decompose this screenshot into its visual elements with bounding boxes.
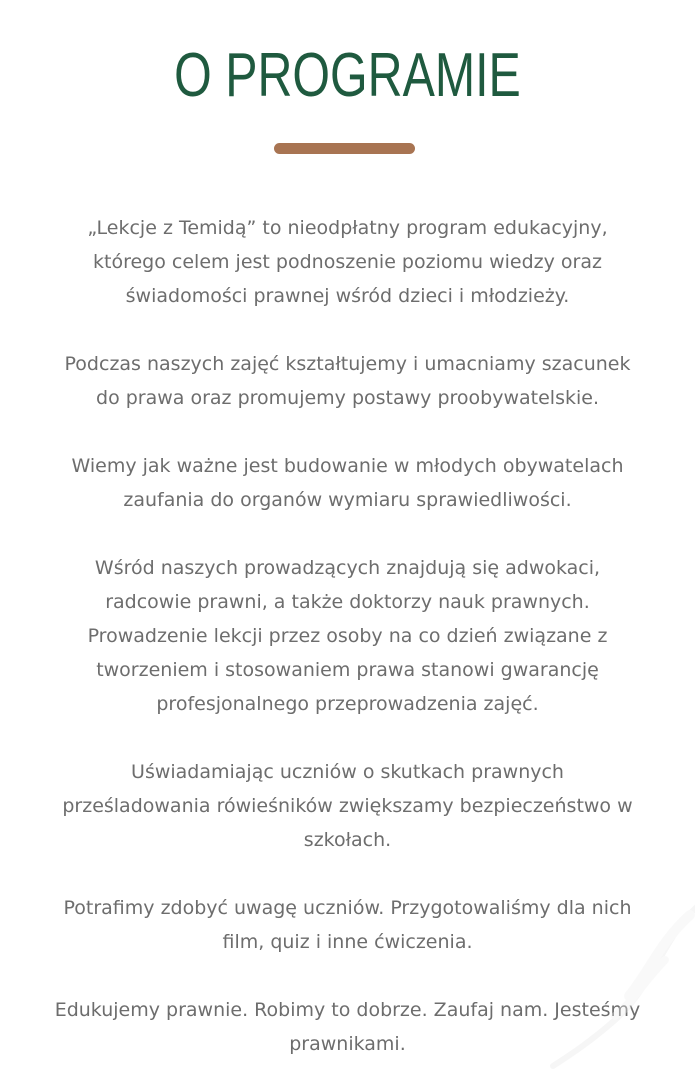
paragraph-line: „Lekcje z Temidą” to nieodpłatny program edukacyjny,	[87, 217, 608, 239]
paragraph-line: film, quiz i inne ćwiczenia.	[222, 931, 473, 953]
paragraph-gap	[20, 721, 675, 755]
paragraph-line: do prawa oraz promujemy postawy proobywatelskie.	[96, 387, 599, 409]
paragraph-intro	[20, 211, 675, 313]
paragraph-line: prawnikami.	[289, 1033, 406, 1055]
paragraph-line: Potrafimy zdobyć uwagę uczniów. Przygotowaliśmy dla nich	[63, 897, 632, 919]
paragraph-line: którego celem jest podnoszenie poziomu wiedzy oraz	[93, 251, 602, 273]
paragraph-line: Uświadamiając uczniów o skutkach prawnych	[131, 761, 564, 783]
title-divider	[274, 143, 415, 154]
paragraph-line: szkołach.	[303, 829, 392, 851]
paragraph-line: Wiemy jak ważne jest budowanie w młodych obywatelach	[71, 455, 624, 477]
paragraph-line: świadomości prawnej wśród dzieci i młodzieży.	[125, 285, 570, 307]
paragraph-line: Prowadzenie lekcji przez osoby na co dzień związane z	[87, 625, 608, 647]
paragraph-line: prześladowania rówieśników zwiększamy bezpieczeństwo w	[62, 795, 633, 817]
paragraph-line: tworzeniem i stosowaniem prawa stanowi gwarancję	[96, 659, 599, 681]
paragraph-respect	[20, 347, 675, 415]
paragraph-gap	[20, 517, 675, 551]
section-title: O PROGRAMIE	[174, 41, 521, 110]
paragraph-instructors	[20, 551, 675, 721]
paragraph-line: Edukujemy prawnie. Robimy to dobrze. Zaufaj nam. Jesteśmy	[54, 999, 641, 1021]
paragraph-line: radcowie prawni, a także doktorzy nauk prawnych.	[105, 591, 590, 613]
paragraph-gap	[20, 415, 675, 449]
paragraph-line: zaufania do organów wymiaru sprawiedliwości.	[123, 489, 572, 511]
paragraph-trust	[20, 449, 675, 517]
paragraph-line: Podczas naszych zajęć kształtujemy i umacniamy szacunek	[64, 353, 631, 375]
leaf-decoration-icon	[545, 890, 695, 1070]
paragraph-gap	[20, 313, 675, 347]
paragraph-gap	[20, 857, 675, 891]
paragraph-line: profesjonalnego przeprowadzenia zajęć.	[156, 693, 539, 715]
paragraph-safety	[20, 755, 675, 857]
paragraph-line: Wśród naszych prowadzących znajdują się adwokaci,	[94, 557, 601, 579]
